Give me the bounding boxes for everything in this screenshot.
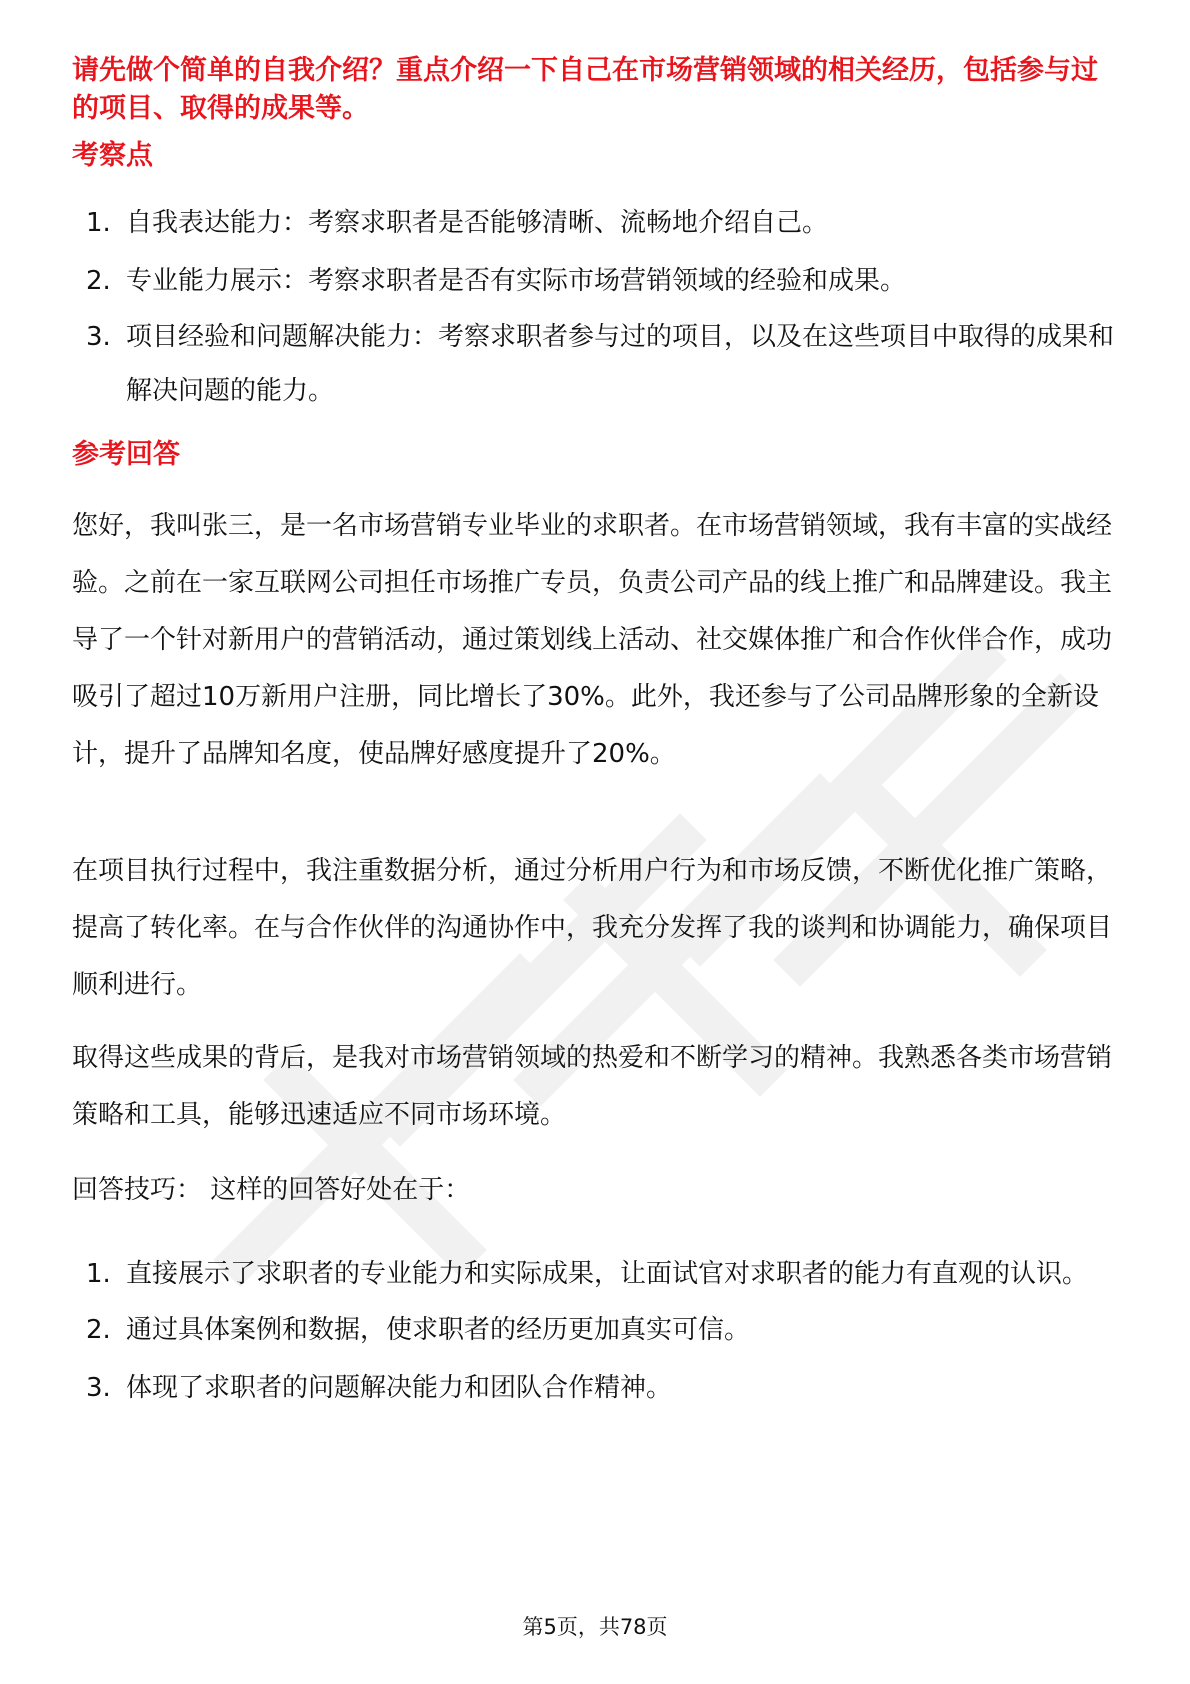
list-number: 1. [86, 208, 111, 238]
list-text: 自我表达能力：考察求职者是否能够清晰、流畅地介绍自己。 [126, 208, 829, 238]
list-item [72, 310, 1122, 418]
page-number-footer: 第5页，共78页 [522, 1615, 668, 1639]
list-text: 直接展示了求职者的专业能力和实际成果，让面试官对求职者的能力有直观的认识。 [126, 1259, 1089, 1289]
list-text: 专业能力展示：考察求职者是否有实际市场营销领域的经验和成果。 [126, 266, 907, 296]
list-item [72, 252, 1122, 310]
list-item [72, 194, 1122, 252]
list-number: 1. [86, 1259, 111, 1289]
list-number: 3. [86, 322, 111, 352]
tips-list [72, 1247, 1122, 1417]
list-text: 通过具体案例和数据，使求职者的经历更加真实可信。 [126, 1315, 751, 1345]
list-item [72, 1247, 1122, 1301]
list-number: 2. [86, 1315, 111, 1345]
question-title: 请先做个简单的自我介绍？重点介绍一下自己在市场营销领域的相关经历，包括参与过的项目、取得的成果等。 [72, 55, 1098, 124]
answer-paragraph: 在项目执行过程中，我注重数据分析，通过分析用户行为和市场反馈，不断优化推广策略，提高了转化率。在与合作伙伴的沟通协作中，我充分发挥了我的谈判和协调能力，确保项目顺利进行。 [72, 856, 1113, 1000]
tips-intro: 回答技巧： 这样的回答好处在于： [72, 1175, 471, 1205]
answer-paragraph: 您好，我叫张三，是一名市场营销专业毕业的求职者。在市场营销领域，我有丰富的实战经验。之前在一家互联网公司担任市场推广专员，负责公司产品的线上推广和品牌建设。我主导了一个针对新用户的营销活动，通过策划线上活动、社交媒体推广和合作伙伴合作，成功吸引了超过10万新用户注册，同比增长了30%。此外，我还参与了公司品牌形象的全新设计，提升了品牌知名度，使品牌好感度提升了20%。 [72, 511, 1113, 769]
list-item [72, 1301, 1122, 1359]
focus-heading: 考察点 [72, 140, 153, 171]
list-item [72, 1359, 1122, 1417]
list-number: 2. [86, 266, 111, 296]
list-text: 项目经验和问题解决能力：考察求职者参与过的项目，以及在这些项目中取得的成果和解决问题的能力。 [126, 322, 1115, 406]
list-number: 3. [86, 1373, 111, 1403]
list-text: 体现了求职者的问题解决能力和团队合作精神。 [126, 1373, 673, 1403]
answer-heading: 参考回答 [72, 439, 180, 470]
answer-paragraph: 取得这些成果的背后，是我对市场营销领域的热爱和不断学习的精神。我熟悉各类市场营销策略和工具，能够迅速适应不同市场环境。 [72, 1043, 1113, 1130]
focus-list [72, 194, 1122, 418]
